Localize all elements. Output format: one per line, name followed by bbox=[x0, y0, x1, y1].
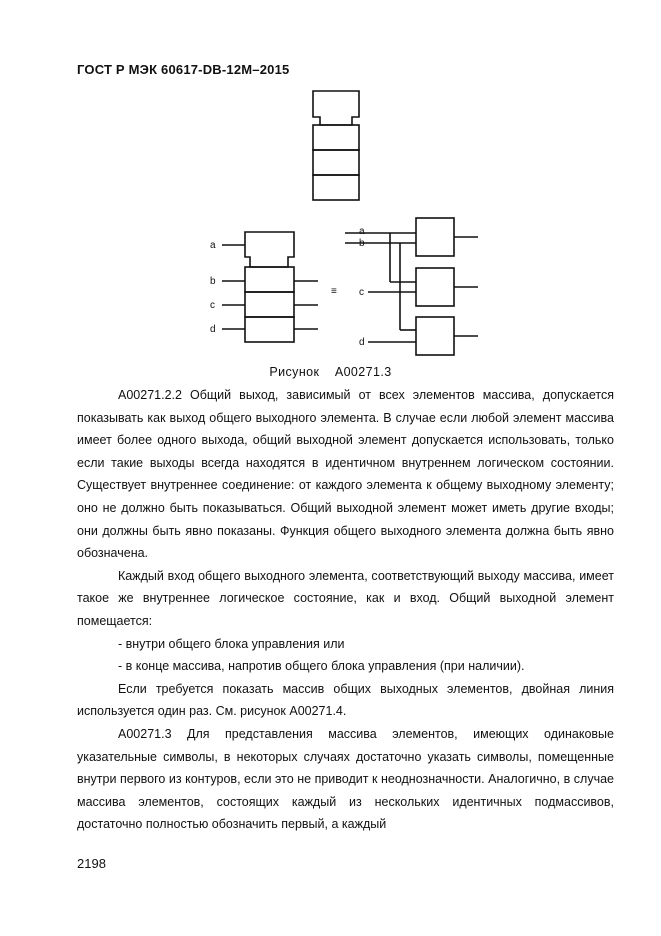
top-control-block bbox=[313, 91, 359, 125]
left-element-2 bbox=[245, 292, 294, 317]
list-item-2: - в конце массива, напротив общего блока управления (при наличии). bbox=[118, 659, 525, 674]
paragraph-3: Если требуется показать массив общих выходных элементов, двойная линия используется один раз. См. рисунок A00271.4. bbox=[77, 681, 614, 719]
top-element-3 bbox=[313, 175, 359, 200]
figure-caption: Рисунок A00271.3 bbox=[269, 365, 392, 379]
right-label-b: b bbox=[359, 238, 365, 249]
figure-a00271-3 bbox=[0, 0, 661, 370]
left-control-block bbox=[245, 232, 294, 267]
left-element-1 bbox=[245, 267, 294, 292]
body-text bbox=[77, 384, 614, 836]
right-label-c: c bbox=[359, 287, 364, 298]
left-label-c: c bbox=[210, 300, 215, 311]
document-header: ГОСТ Р МЭК 60617-DB-12M–2015 bbox=[77, 62, 290, 77]
right-element-1 bbox=[416, 218, 454, 256]
left-element-3 bbox=[245, 317, 294, 342]
list-item-1: - внутри общего блока управления или bbox=[118, 636, 345, 651]
right-element-3 bbox=[416, 317, 454, 355]
page-number: 2198 bbox=[77, 856, 106, 871]
left-label-d: d bbox=[210, 324, 216, 335]
paragraph-4: A00271.3 Для представления массива элементов, имеющих одинаковые указательные символы, в некоторых случаях достаточно указать символы, помещенные внутри первого из контуров, если это не приводит к неоднозначности. Аналогично, в случае массива элементов, состоящих каждый из нескольких идентичных подмассивов, достаточно полностью обозначить первый, а каждый bbox=[77, 726, 614, 832]
left-label-b: b bbox=[210, 276, 216, 287]
right-label-d: d bbox=[359, 337, 365, 348]
right-element-2 bbox=[416, 268, 454, 306]
equivalence-sign: ≡ bbox=[331, 286, 337, 297]
top-element-1 bbox=[313, 125, 359, 150]
paragraph-2: Каждый вход общего выходного элемента, соответствующий выходу массива, имеет такое же внутреннее логическое состояние, как и вход. Общий выходной элемент помещается: bbox=[77, 568, 614, 628]
right-label-a: a bbox=[359, 226, 365, 237]
left-label-a: a bbox=[210, 240, 216, 251]
top-element-2 bbox=[313, 150, 359, 175]
paragraph-1: A00271.2.2 Общий выход, зависимый от всех элементов массива, допускается показывать как выход общего выходного элемента. В случае если любой элемент массива имеет более одного выхода, общий выходной элемент допускается использовать, только если такие выходы всегда находятся в идентичном внутреннем логическом состоянии. Существует внутреннее соединение: от каждого элемента к общему выходному элементу; оно не должно быть показываться. Общий выходной элемент может иметь другие входы; они должны быть явно показаны. Функция общего выходного элемента должна быть явно обозначена. bbox=[77, 388, 614, 561]
